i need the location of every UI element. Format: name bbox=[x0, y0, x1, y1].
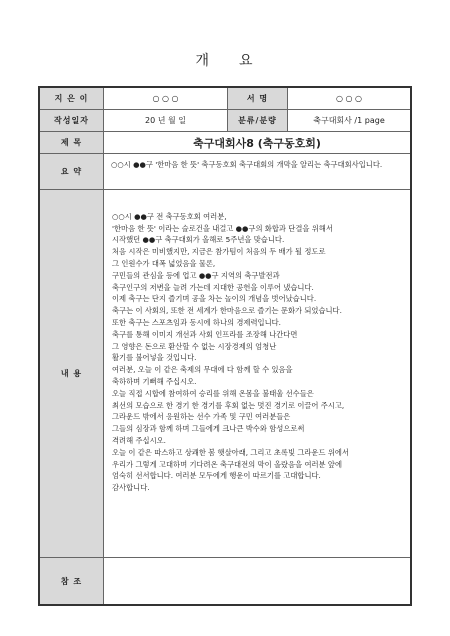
reference-row bbox=[40, 558, 410, 604]
category-value: 축구대회사 /1 page bbox=[313, 116, 385, 125]
content-line: 그들의 심장과 함께 하며 그들에게 크나큰 박수와 함성으로써 bbox=[112, 424, 305, 434]
content-body bbox=[104, 190, 410, 557]
content-line: ○○시 ●●구 전 축구동호회 여러분, bbox=[112, 211, 227, 221]
content-line: 이제 축구는 단지 즐기며 공을 차는 놀이의 개념을 벗어났습니다. bbox=[112, 294, 317, 304]
page-title-char-2: 요 bbox=[239, 53, 255, 69]
page-title bbox=[0, 50, 450, 70]
page-title-char-1: 개 bbox=[195, 53, 211, 69]
date-value: 20 년 월 일 bbox=[104, 110, 228, 131]
summary-row bbox=[40, 154, 410, 190]
reference-label: 참 조 bbox=[40, 558, 104, 604]
content-line: 최선의 모습으로 한 경기 한 경기를 후회 없는 멋진 경기로 이끌어 주시고, bbox=[112, 400, 345, 410]
content-line: 그 영향은 돈으로 환산할 수 없는 시장경제의 엄청난 bbox=[112, 341, 277, 351]
author-value: ○ ○ ○ bbox=[104, 88, 228, 109]
overview-table bbox=[38, 86, 412, 606]
date-row bbox=[40, 110, 410, 132]
content-line: 축구를 통해 이미지 개선과 사회 인프라를 조장해 나간다면 bbox=[112, 329, 298, 339]
content-line: 축하하며 기뻐해 주십시오. bbox=[112, 376, 197, 386]
content-line: 축구인구의 저변을 늘려 가는데 지대한 공헌을 이루어 냈습니다. bbox=[112, 282, 314, 292]
date-label: 작성일자 bbox=[40, 110, 104, 131]
summary-label: 요 약 bbox=[40, 154, 104, 189]
subject-row bbox=[40, 132, 410, 154]
content-line: 오늘 이 같은 따스하고 상쾌한 봄 햇살아래, 그리고 초록빛 그라운드 위에서 bbox=[112, 447, 349, 457]
sign-label: 서 명 bbox=[228, 88, 288, 109]
content-line: 구민들의 관심을 등에 업고 ●●구 지역의 축구발전과 bbox=[112, 270, 280, 280]
content-line: '한마음 한 뜻' 이라는 슬로건을 내걸고 ●●구의 화합과 단결을 위해서 bbox=[112, 223, 333, 233]
content-line: 또한 축구는 스포츠임과 동시에 하나의 경제력입니다. bbox=[112, 317, 281, 327]
author-label: 지 은 이 bbox=[40, 88, 104, 109]
content-line: 감사합니다. bbox=[112, 483, 150, 493]
content-line: 그 인원수가 대폭 넓었음을 물론, bbox=[112, 258, 216, 268]
content-line: 활기를 불어넣을 것입니다. bbox=[112, 353, 197, 363]
subject-value: 축구대회사8 (축구동호회) bbox=[193, 136, 321, 150]
content-line: 시작했던 ●●구 축구대회가 올해로 5주년을 맞습니다. bbox=[112, 235, 285, 245]
subject-label: 제 목 bbox=[40, 132, 104, 153]
content-line: 여러분, 오늘 이 같은 축제의 무대에 다 함께 할 수 있음을 bbox=[112, 365, 293, 375]
author-row bbox=[40, 88, 410, 110]
content-line: 축구는 이 사회의, 또한 전 세계가 한마음으로 즐기는 문화가 되었습니다. bbox=[112, 306, 342, 316]
reference-value bbox=[104, 558, 410, 604]
content-line: 우리가 그렇게 고대하며 기다려온 축구대전의 막이 올랐음을 여러분 앞에 bbox=[112, 459, 343, 469]
category-label: 분류/분량 bbox=[228, 110, 288, 131]
content-line: 오늘 직접 시합에 참여하여 승리를 위해 온몸을 불태울 선수들은 bbox=[112, 388, 314, 398]
content-line: 엄숙히 선서합니다. 여러분 모두에게 행운이 따르기를 고대합니다. bbox=[112, 471, 321, 481]
summary-text: ○○시 ●●구 '한마음 한 뜻' 축구동호회 축구대회의 개막을 알리는 축구대회사입니다. bbox=[111, 160, 383, 169]
content-line: 격려해 주십시오. bbox=[112, 435, 166, 445]
content-line: 그라운드 밖에서 응원하는 선수 가족 및 구민 여러분들은 bbox=[112, 412, 291, 422]
content-row bbox=[40, 190, 410, 558]
content-label: 내 용 bbox=[40, 190, 104, 557]
content-line: 처음 시작은 미비했지만, 지금은 참가팀이 처음의 두 배가 될 정도로 bbox=[112, 247, 326, 257]
sign-value: ○ ○ ○ bbox=[335, 94, 363, 103]
